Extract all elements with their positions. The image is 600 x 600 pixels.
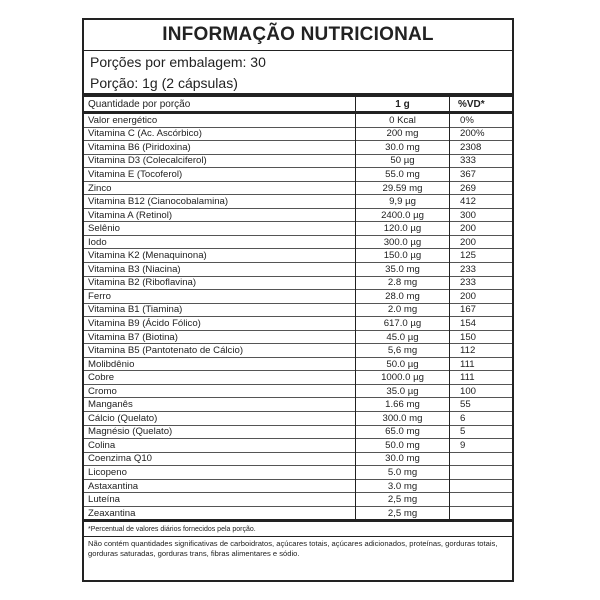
nutrition-table — [84, 97, 512, 522]
nutrient-name: Molibdênio — [88, 358, 135, 370]
nutrient-amount: 30.0 mg — [356, 141, 450, 155]
table-row — [84, 506, 512, 521]
table-row — [84, 344, 512, 358]
nutrient-amount: 200 mg — [356, 127, 450, 141]
nutrient-daily-value: 100 — [450, 384, 513, 398]
nutrient-daily-value: 233 — [450, 276, 513, 290]
nutrient-daily-value — [450, 479, 513, 493]
header-amount: 1 g — [356, 97, 450, 113]
nutrient-amount: 2,5 mg — [356, 506, 450, 521]
serving-size: Porção: 1g (2 cápsulas) — [84, 73, 512, 97]
nutrient-name: Magnésio (Quelato) — [88, 426, 173, 438]
nutrient-daily-value: 154 — [450, 317, 513, 331]
nutrient-name: Vitamina D3 (Colecalciferol) — [88, 155, 207, 167]
table-row — [84, 290, 512, 304]
nutrient-amount: 1000.0 µg — [356, 371, 450, 385]
nutrient-name: Luteína — [88, 494, 121, 506]
nutrient-daily-value: 111 — [450, 371, 513, 385]
nutrient-daily-value — [450, 452, 513, 466]
nutrient-amount: 300.0 µg — [356, 235, 450, 249]
table-header-row — [84, 97, 512, 113]
nutrient-daily-value: 2308 — [450, 141, 513, 155]
nutrient-name: Cromo — [88, 385, 117, 397]
table-row — [84, 113, 512, 128]
nutrient-daily-value: 125 — [450, 249, 513, 263]
nutrient-amount: 617.0 µg — [356, 317, 450, 331]
label-title: INFORMAÇÃO NUTRICIONAL — [84, 20, 512, 51]
nutrient-daily-value: 333 — [450, 154, 513, 168]
nutrient-daily-value: 167 — [450, 303, 513, 317]
daily-value-footnote: *Percentual de valores diários fornecidos pela porção. — [84, 522, 512, 537]
nutrient-daily-value: 233 — [450, 263, 513, 277]
table-row — [84, 195, 512, 209]
nutrient-name: Cobre — [88, 372, 115, 384]
nutrient-daily-value: 0% — [450, 113, 513, 128]
nutrient-amount: 2.8 mg — [356, 276, 450, 290]
nutrient-amount: 5.0 mg — [356, 466, 450, 480]
table-row — [84, 479, 512, 493]
nutrient-name: Vitamina K2 (Menaquinona) — [88, 250, 207, 262]
header-daily-value: %VD* — [450, 97, 513, 113]
nutrient-daily-value: 367 — [450, 168, 513, 182]
nutrient-amount: 35.0 mg — [356, 263, 450, 277]
nutrient-amount: 2,5 mg — [356, 493, 450, 507]
nutrient-amount: 9,9 µg — [356, 195, 450, 209]
table-row — [84, 222, 512, 236]
table-row — [84, 317, 512, 331]
nutrient-name: Vitamina B2 (Riboflavina) — [88, 277, 197, 289]
nutrient-name: Iodo — [88, 236, 107, 248]
nutrient-name: Selênio — [88, 223, 121, 235]
nutrient-daily-value — [450, 506, 513, 521]
table-row — [84, 439, 512, 453]
table-row — [84, 249, 512, 263]
table-row — [84, 127, 512, 141]
disclaimer-text: Não contém quantidades significativas de carboidratos, açúcares totais, açúcares adicionados, proteínas, gorduras totais, gorduras saturadas, gorduras trans, fibras alimentares e sódio. — [88, 539, 498, 559]
nutrient-name: Vitamina B7 (Biotina) — [88, 331, 178, 343]
nutrient-name: Vitamina B5 (Pantotenato de Cálcio) — [88, 345, 244, 357]
nutrient-name: Vitamina B6 (Piridoxina) — [88, 141, 191, 153]
nutrient-name: Zinco — [88, 182, 112, 194]
nutrient-amount: 35.0 µg — [356, 384, 450, 398]
table-row — [84, 412, 512, 426]
nutrient-daily-value — [450, 466, 513, 480]
table-row — [84, 168, 512, 182]
table-row — [84, 141, 512, 155]
nutrient-daily-value: 300 — [450, 208, 513, 222]
nutrient-name: Colina — [88, 439, 116, 451]
table-row — [84, 371, 512, 385]
table-row — [84, 303, 512, 317]
nutrient-name: Zeaxantina — [88, 507, 136, 519]
nutrient-amount: 50 µg — [356, 154, 450, 168]
nutrient-daily-value: 200 — [450, 290, 513, 304]
table-row — [84, 493, 512, 507]
nutrient-name: Vitamina B1 (Tiamina) — [88, 304, 183, 316]
nutrient-name: Vitamina A (Retinol) — [88, 209, 173, 221]
nutrient-name: Vitamina C (Ac. Ascórbico) — [88, 128, 202, 140]
nutrient-amount: 2.0 mg — [356, 303, 450, 317]
nutrient-rows — [84, 113, 512, 521]
table-row — [84, 398, 512, 412]
nutrient-name: Vitamina B12 (Cianocobalamina) — [88, 196, 229, 208]
nutrient-amount: 30.0 mg — [356, 452, 450, 466]
nutrient-name: Vitamina B9 (Ácido Fólico) — [88, 317, 201, 329]
nutrient-amount: 120.0 µg — [356, 222, 450, 236]
nutrient-amount: 50.0 µg — [356, 357, 450, 371]
table-row — [84, 208, 512, 222]
nutrient-daily-value: 55 — [450, 398, 513, 412]
nutrient-amount: 29.59 mg — [356, 181, 450, 195]
nutrient-name: Ferro — [88, 290, 111, 302]
table-row — [84, 181, 512, 195]
nutrient-amount: 65.0 mg — [356, 425, 450, 439]
nutrient-name: Manganês — [88, 399, 133, 411]
table-row — [84, 276, 512, 290]
nutrient-amount: 1.66 mg — [356, 398, 450, 412]
nutrient-daily-value: 5 — [450, 425, 513, 439]
table-row — [84, 154, 512, 168]
nutrient-daily-value: 112 — [450, 344, 513, 358]
nutrient-daily-value: 200 — [450, 222, 513, 236]
nutrition-facts-label — [82, 18, 514, 582]
table-row — [84, 452, 512, 466]
nutrient-daily-value: 200% — [450, 127, 513, 141]
nutrient-amount: 150.0 µg — [356, 249, 450, 263]
nutrient-daily-value: 150 — [450, 330, 513, 344]
nutrient-daily-value: 6 — [450, 412, 513, 426]
nutrient-name: Vitamina E (Tocoferol) — [88, 168, 183, 180]
nutrient-amount: 3.0 mg — [356, 479, 450, 493]
nutrient-amount: 50.0 mg — [356, 439, 450, 453]
table-row — [84, 235, 512, 249]
nutrient-name: Vitamina B3 (Niacina) — [88, 263, 181, 275]
nutrient-name: Coenzima Q10 — [88, 453, 152, 465]
nutrient-daily-value — [450, 493, 513, 507]
nutrient-daily-value: 269 — [450, 181, 513, 195]
nutrient-daily-value: 9 — [450, 439, 513, 453]
header-nutrient: Quantidade por porção — [88, 98, 191, 110]
nutrient-daily-value: 412 — [450, 195, 513, 209]
nutrient-name: Valor energético — [88, 114, 158, 126]
nutrient-amount: 55.0 mg — [356, 168, 450, 182]
table-row — [84, 263, 512, 277]
nutrient-name: Licopeno — [88, 466, 127, 478]
nutrient-daily-value: 111 — [450, 357, 513, 371]
table-row — [84, 357, 512, 371]
nutrient-amount: 5,6 mg — [356, 344, 450, 358]
nutrient-amount: 2400.0 µg — [356, 208, 450, 222]
nutrient-amount: 300.0 mg — [356, 412, 450, 426]
table-row — [84, 384, 512, 398]
table-row — [84, 330, 512, 344]
nutrient-amount: 0 Kcal — [356, 113, 450, 128]
servings-per-package: Porções por embalagem: 30 — [90, 54, 266, 70]
table-row — [84, 425, 512, 439]
nutrient-daily-value: 200 — [450, 235, 513, 249]
nutrient-amount: 45.0 µg — [356, 330, 450, 344]
nutrient-name: Astaxantina — [88, 480, 139, 492]
table-row — [84, 466, 512, 480]
nutrient-name: Cálcio (Quelato) — [88, 412, 158, 424]
nutrient-amount: 28.0 mg — [356, 290, 450, 304]
